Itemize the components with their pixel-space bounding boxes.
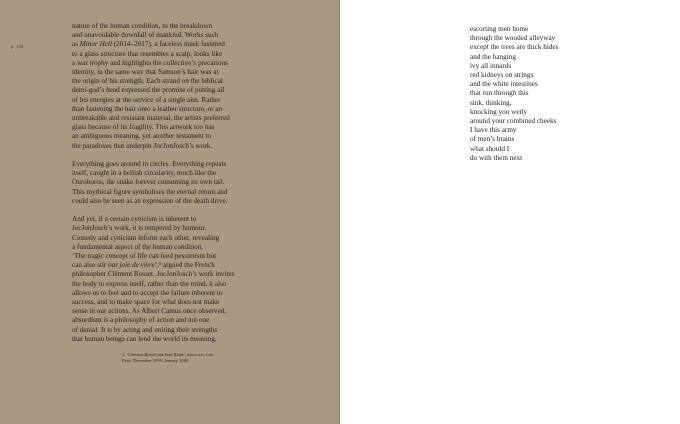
text-line: a war trophy and highlights the collective’s precarious (72, 58, 228, 67)
text-line: sense in our actions. As Albert Camus once observed, (72, 307, 227, 316)
text-line: itself, caught in a hellish circularity, much like the (72, 169, 217, 178)
text-line: the origin of his strength. Each strand on the biblical (72, 77, 223, 86)
text-line: allows us to feel and to accept the failure inherent to (72, 288, 223, 297)
text-line: Everything goes around in circles. Everything repeats (72, 160, 227, 169)
poem-line: of men’s brains (470, 135, 515, 144)
text-line: absurdism is a philosophy of action and not one (72, 316, 210, 325)
poem-line: what should I (470, 144, 510, 153)
text-line: the paradoxes that underpin JocJonJosch’s work. (72, 141, 213, 150)
poem-line: through the wooded alleyway (470, 34, 556, 43)
footnote (122, 352, 272, 364)
footnote-line: Paris, December 1999–January 2000 (122, 358, 189, 363)
text-line: of his energies at the service of a single aim. Rather (72, 95, 221, 104)
essay-paragraph (72, 160, 284, 206)
text-line: as Minor Hell (2014–2017), a faceless mask fastened (72, 40, 225, 49)
text-line: an ambiguous meaning, yet another testament to (72, 132, 212, 141)
text-line: than fastening the hair onto a leather structure, or an (72, 104, 223, 113)
text-line: And yet, if a certain cynicism is inherent to (72, 215, 197, 224)
essay-text (72, 22, 284, 353)
poem-line: ivy all innards (470, 61, 512, 70)
text-line: unbreakable and resistant material, the artists preferred (72, 114, 230, 123)
text-line: to a glass structure that resembles a scalp, looks like (72, 49, 223, 58)
text-line: could also be seen as an expression of the death drive. (72, 196, 228, 205)
poem-line: around your combined cheeks (470, 117, 557, 126)
text-line: identity, in the same way that Samson’s hair was at (72, 68, 219, 77)
poem-line: escorting men home (470, 25, 529, 33)
text-line: of denial. It is by acting and uniting their strengths (72, 325, 218, 334)
text-line: the body to express itself, rather than the mind, it also (72, 279, 227, 288)
poem-line: and the white intestines (470, 80, 538, 89)
text-line: nature of the human condition, to the breakdown (72, 22, 213, 30)
text-line: can also stir our joie de vivre’,¹ argued the French (72, 261, 215, 270)
text-line: and unavoidable downfall of mankind. Works such (72, 31, 219, 40)
poem-line: red kidneys on strings (470, 71, 534, 80)
essay-paragraph (72, 22, 284, 151)
text-line: Ouroboros, the snake forever consuming its own tail. (72, 178, 225, 187)
text-line: This mythical figure symbolises the eternal return and (72, 187, 228, 196)
poem-line: that run through this (470, 89, 529, 98)
poem-line: and the hanging (470, 52, 516, 61)
text-line: success, and to make space for what does not make (72, 298, 220, 307)
text-line: demi-god’s head expressed the promise of putting all (72, 86, 225, 95)
page-number: p. 158 (11, 44, 24, 49)
poem-line: I have this army (470, 126, 517, 135)
text-line: philosopher Clément Rosset. JocJonJosch’s work invites (72, 270, 235, 279)
text-line: Comedy and cynicism inform each other, revealing (72, 233, 220, 242)
text-line: glass because of its fragility. This artwork too has (72, 123, 215, 132)
poem (470, 25, 558, 163)
essay-paragraph (72, 215, 284, 344)
poem-line: knocking you wetly (470, 107, 528, 116)
footnote-line: 1. ‘Clément Rosset par Jean Blain’, interview, Lire (122, 352, 214, 357)
poem-line: except the trees are thick hides (470, 43, 559, 52)
poem-line: sink, thinking, (470, 98, 512, 107)
text-line: JocJonJosch’s work, it is tempered by humour. (72, 224, 207, 233)
text-line: that human beings can lend the world its meaning. (72, 334, 217, 343)
poem-line: do with them next (470, 153, 523, 162)
text-line: ‘The tragic concept of life can feed pessimism but (72, 252, 217, 261)
text-line: a fundamental aspect of the human condition. (72, 242, 204, 251)
